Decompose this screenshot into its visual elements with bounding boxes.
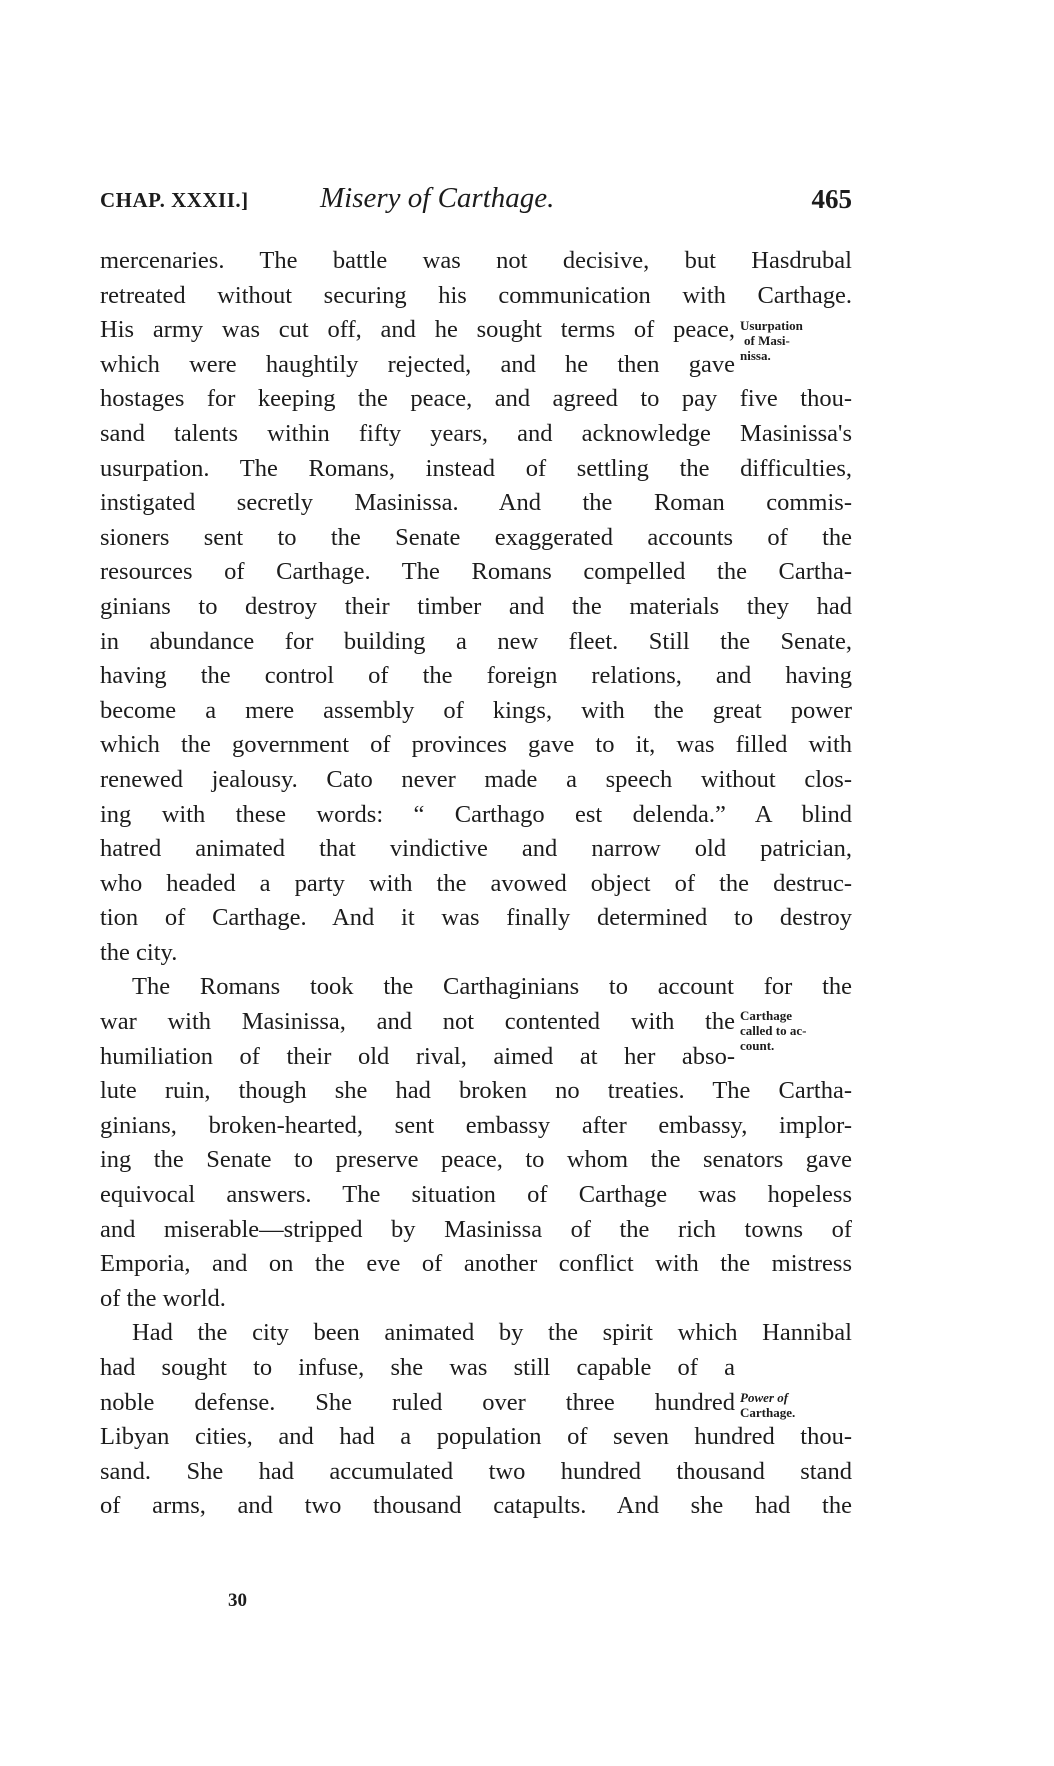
text-line: renewed jealousy. Cato never made a speech without clos- — [100, 765, 852, 793]
body-text — [100, 244, 852, 1524]
margin-note-line: called to ac- — [740, 1023, 807, 1038]
text-line: the city. — [100, 938, 178, 966]
text-line: hostages for keeping the peace, and agreed to pay five thou- — [100, 385, 852, 413]
text-line: sioners sent to the Senate exaggerated accounts of the — [100, 523, 852, 551]
text-line: ing with these words: “ Carthago est delenda.” A blind — [100, 800, 852, 828]
text-line: Emporia, and on the eve of another conflict with the mistress — [100, 1250, 852, 1278]
margin-note-line: Carthage. — [740, 1405, 796, 1420]
margin-note-line: Power of — [740, 1390, 789, 1405]
text-line: hatred animated that vindictive and narrow old patrician, — [100, 835, 852, 863]
text-line: humiliation of their old rival, aimed at her abso- — [100, 1042, 735, 1070]
text-line: Libyan cities, and had a population of seven hundred thou- — [100, 1423, 852, 1451]
margin-note-line: count. — [740, 1038, 775, 1053]
signature-mark: 30 — [228, 1590, 247, 1611]
text-line: resources of Carthage. The Romans compelled the Cartha- — [100, 558, 852, 586]
text-line: equivocal answers. The situation of Carthage was hopeless — [100, 1181, 852, 1209]
text-line: and miserable—stripped by Masinissa of the rich towns of — [100, 1215, 852, 1243]
text-line: ginians to destroy their timber and the materials they had — [100, 592, 852, 620]
text-line: The Romans took the Carthaginians to account for the — [132, 973, 852, 1001]
text-line: of the world. — [100, 1284, 226, 1312]
text-line: become a mere assembly of kings, with the great power — [100, 696, 852, 724]
text-line: His army was cut off, and he sought terms of peace, — [100, 316, 735, 344]
margin-note-line: of Masi- — [744, 333, 790, 348]
page-number: 465 — [811, 184, 852, 214]
running-header — [100, 182, 852, 222]
text-line: Had the city been animated by the spirit which Hannibal — [132, 1319, 852, 1347]
text-line: tion of Carthage. And it was finally determined to destroy — [100, 904, 852, 932]
margin-note-usurpation — [740, 318, 850, 363]
margin-note-line: Usurpation — [740, 318, 803, 333]
margin-note-power — [740, 1390, 850, 1420]
margin-note-line: nissa. — [740, 348, 771, 363]
text-line: who headed a party with the avowed object of the destruc- — [100, 869, 852, 897]
text-line: which the government of provinces gave to it, was filled with — [100, 731, 852, 759]
running-title: Misery of Carthage. — [320, 182, 555, 214]
chapter-label: CHAP. XXXII.] — [100, 188, 249, 212]
margin-note-carthage-called — [740, 1008, 850, 1053]
margin-note-line: Carthage — [740, 1008, 792, 1023]
text-line: had sought to infuse, she was still capable of a — [100, 1354, 735, 1381]
text-line: which were haughtily rejected, and he then gave — [100, 350, 735, 378]
text-line: sand. She had accumulated two hundred thousand stand — [100, 1457, 852, 1485]
text-line: retreated without securing his communication with Carthage. — [100, 281, 852, 309]
text-line: noble defense. She ruled over three hundred — [100, 1388, 735, 1416]
text-line: lute ruin, though she had broken no treaties. The Cartha- — [100, 1077, 852, 1105]
text-line: war with Masinissa, and not contented with the — [100, 1008, 735, 1036]
text-line: ing the Senate to preserve peace, to whom the senators gave — [100, 1146, 852, 1174]
text-line: ginians, broken-hearted, sent embassy after embassy, implor- — [100, 1111, 852, 1139]
text-line: usurpation. The Romans, instead of settling the difficulties, — [100, 454, 852, 482]
text-line: having the control of the foreign relations, and having — [100, 662, 852, 690]
text-line: sand talents within fifty years, and acknowledge Masinissa's — [100, 419, 852, 447]
text-line: mercenaries. The battle was not decisive, but Hasdrubal — [100, 247, 852, 274]
text-line: of arms, and two thousand catapults. And she had the — [100, 1492, 852, 1520]
text-line: instigated secretly Masinissa. And the Roman commis- — [100, 489, 852, 517]
text-line: in abundance for building a new fleet. Still the Senate, — [100, 627, 852, 655]
